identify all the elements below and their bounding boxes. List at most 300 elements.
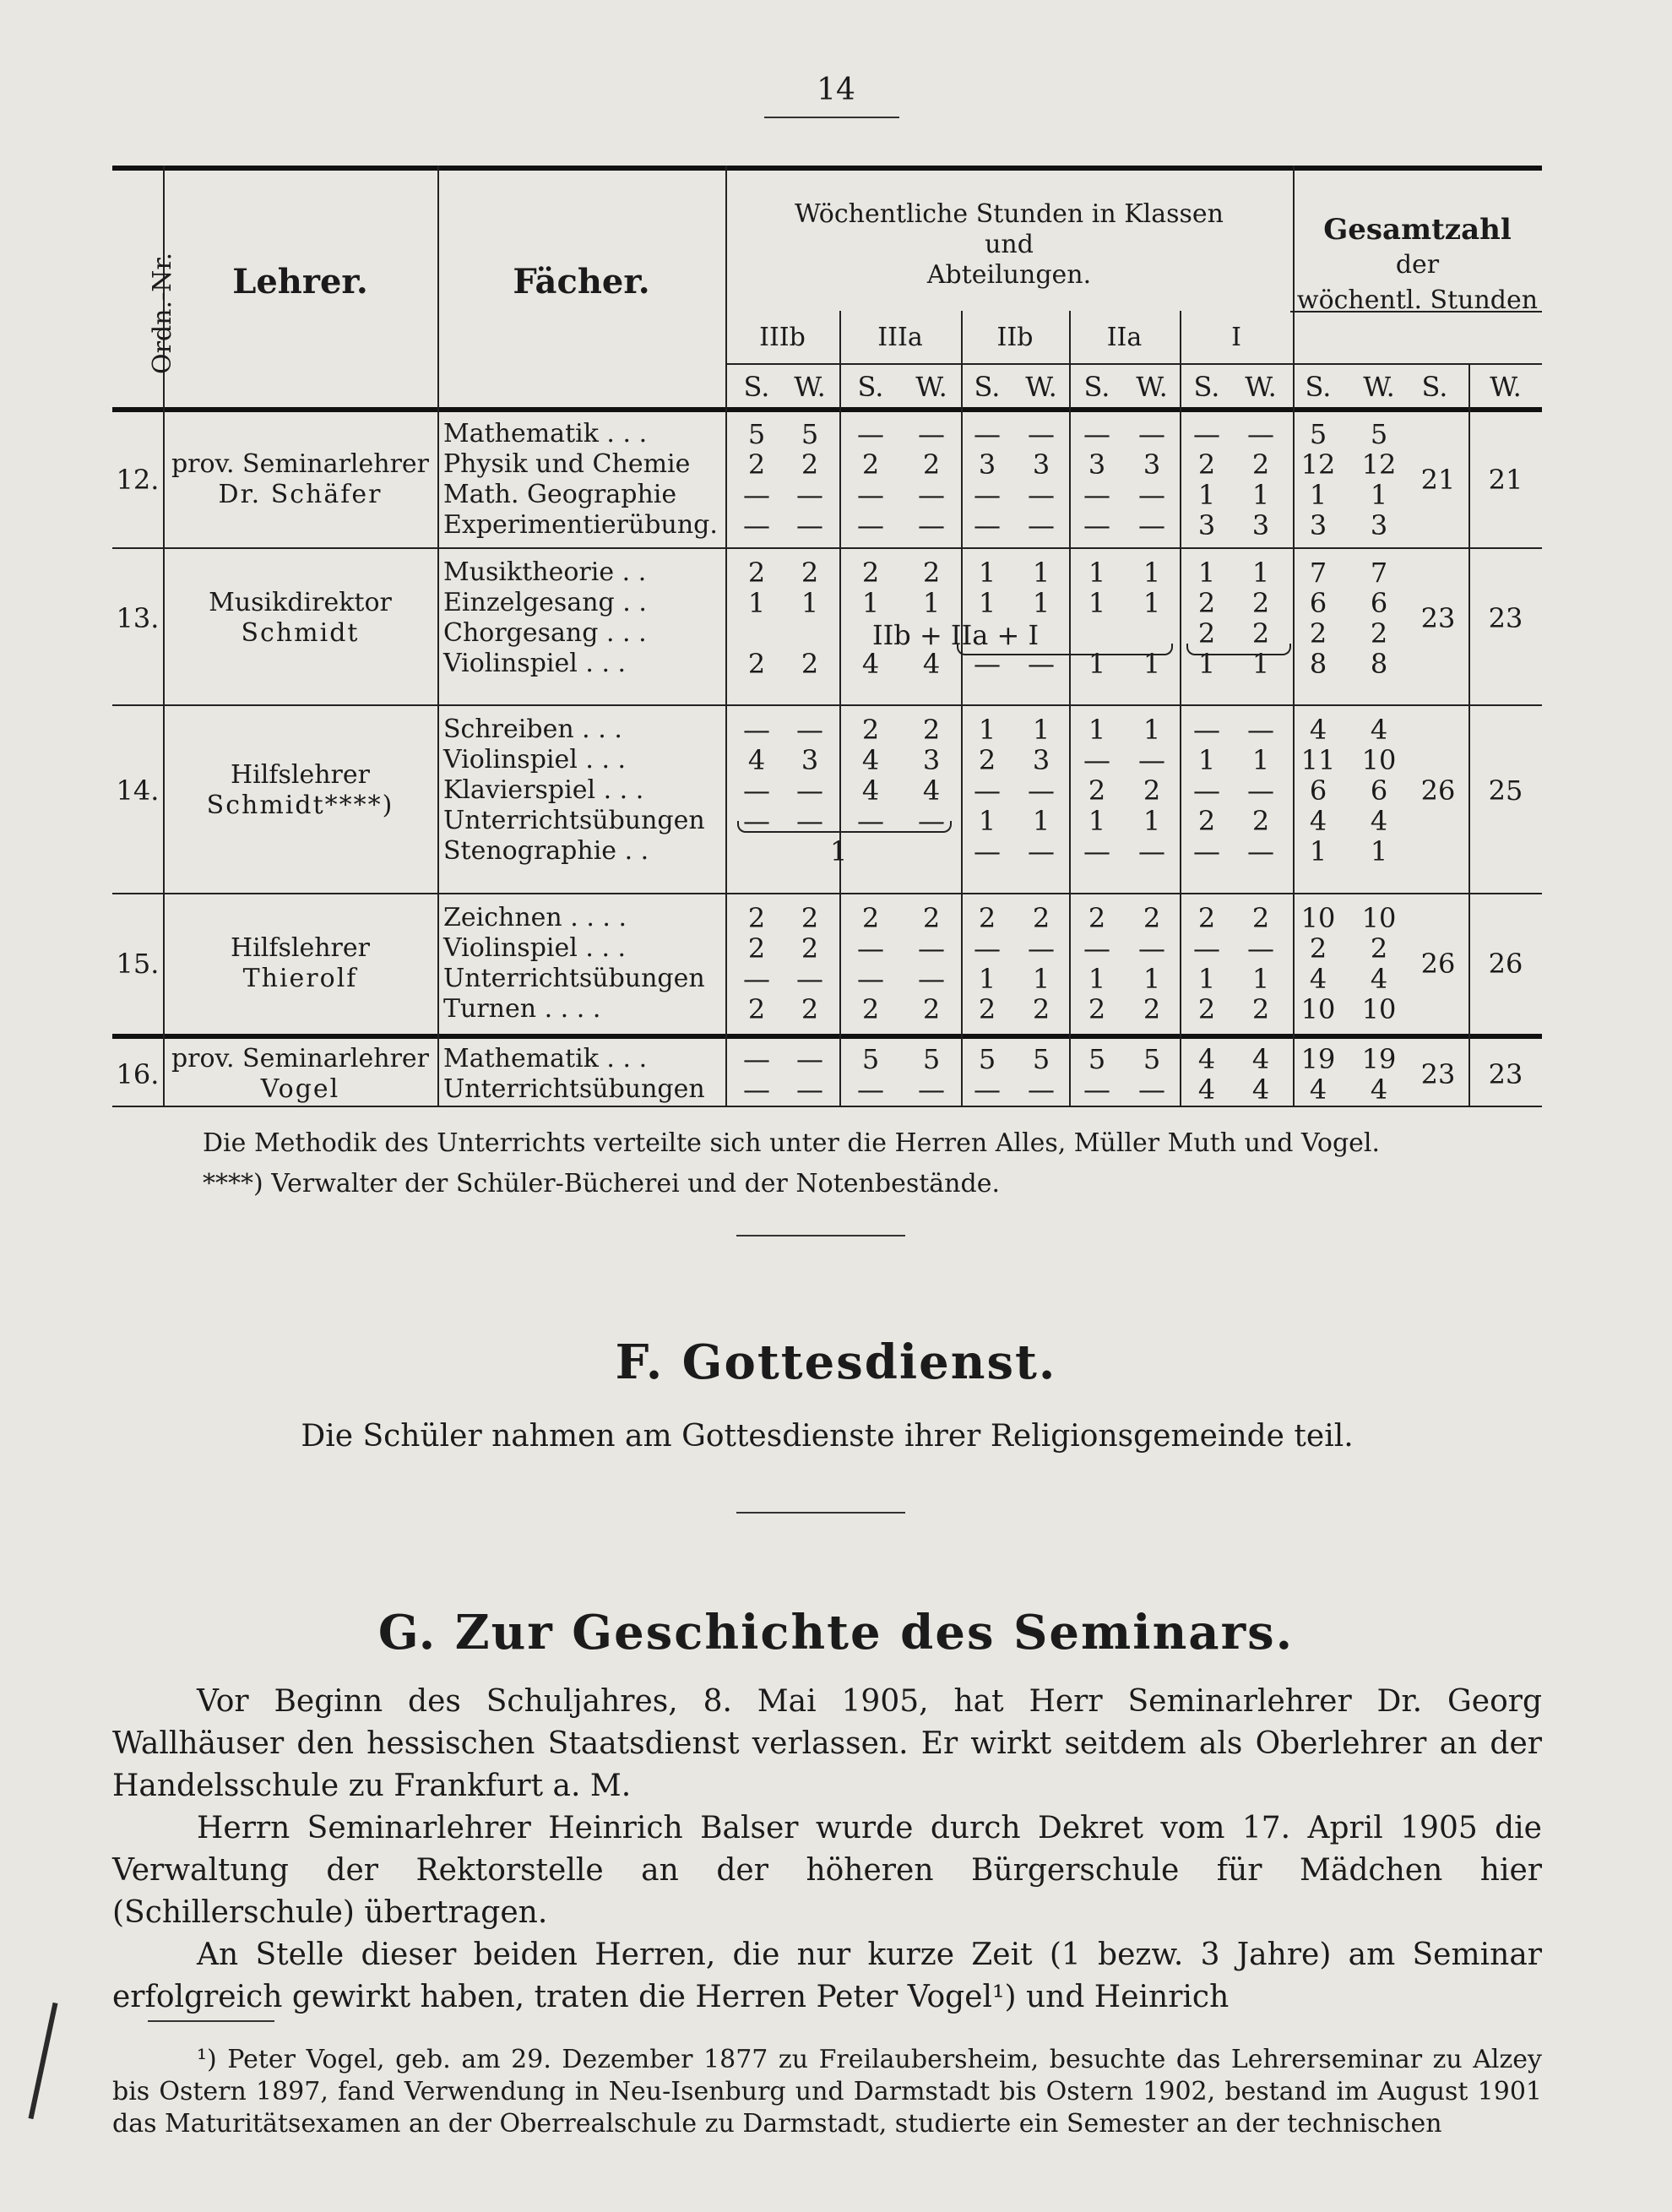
hour-value: — (918, 805, 945, 837)
hour-value: 7 (1309, 557, 1327, 589)
hour-value: 1 (801, 587, 819, 619)
hour-value: 5 (922, 1043, 941, 1075)
sw-header: S. (1083, 371, 1110, 403)
hour-value: 1 (1143, 648, 1161, 680)
hour-value: — (857, 509, 884, 541)
subject: Chorgesang . . . (443, 618, 647, 648)
row-rule-12 (112, 547, 1542, 549)
hour-value: 2 (861, 448, 880, 481)
hour-value: 10 (1361, 993, 1397, 1025)
hour-value: 1 (978, 805, 996, 837)
subject: Turnen . . . . (443, 994, 601, 1024)
row-number: 12. (116, 464, 160, 496)
hour-value: — (974, 1073, 1001, 1106)
hour-value: 5 (1309, 418, 1327, 450)
table-note-verwalter: ****) Verwalter der Schüler-Bücherei und der Notenbestände. (203, 1169, 1000, 1198)
subject: Stenographie . . (443, 836, 649, 866)
hour-value: — (1083, 479, 1110, 511)
hour-value: 2 (922, 993, 941, 1025)
hour-value: 2 (1032, 902, 1050, 934)
hour-value: 1 (1251, 963, 1270, 995)
hour-value: 19 (1361, 1043, 1397, 1075)
hour-value: 4 (1370, 1073, 1388, 1106)
hour-value: — (857, 418, 884, 450)
hour-value: — (796, 963, 823, 995)
hour-value: 2 (801, 993, 819, 1025)
hour-value: 3 (1197, 509, 1216, 541)
ordn-header: Ordn.-Nr. (148, 253, 177, 374)
hour-value: 2 (1197, 993, 1216, 1025)
sw-header: S. (1421, 371, 1448, 403)
sw-header: S. (743, 371, 770, 403)
hour-value: 5 (1032, 1043, 1050, 1075)
hour-value: — (1028, 1073, 1055, 1106)
hour-value: — (1138, 418, 1165, 450)
footnote (112, 2044, 1542, 2140)
row-rule-13 (112, 704, 1542, 706)
hour-value: 2 (1197, 587, 1216, 619)
hour-value: 2 (801, 932, 819, 965)
hour-value: 2 (922, 448, 941, 481)
hour-value: — (796, 1043, 823, 1075)
hour-value: 1 (978, 557, 996, 589)
faecher-header: Fächer. (513, 262, 650, 302)
separator (736, 1235, 905, 1236)
hour-value: — (1247, 774, 1274, 807)
hour-value: 1 (1088, 587, 1106, 619)
hour-value: — (1028, 774, 1055, 807)
hour-value: 2 (747, 932, 766, 965)
hour-value: 4 (922, 774, 941, 807)
hour-value: 2 (1197, 902, 1216, 934)
teacher-title: prov. Seminarlehrer (171, 1044, 430, 1073)
brace (737, 821, 952, 833)
hour-value: 1 (1251, 648, 1270, 680)
hour-value: 7 (1370, 557, 1388, 589)
hour-value: 1 (922, 587, 941, 619)
section-f-text: Die Schüler nahmen am Gottesdienste ihrer Religionsgemeinde teil. (301, 1419, 1354, 1454)
hour-value: — (1193, 774, 1220, 807)
hour-value: 4 (1370, 714, 1388, 746)
ordn-header-wrap (112, 229, 177, 398)
hour-value: 2 (1197, 448, 1216, 481)
col-rule-5 (1468, 363, 1470, 1106)
hour-value: 1 (1143, 587, 1161, 619)
hour-value: 4 (1251, 1043, 1270, 1075)
class-header: IIIb (759, 323, 806, 352)
hour-value: 1 (1197, 744, 1216, 776)
hour-value: 4 (1370, 963, 1388, 995)
hour-value: — (1083, 932, 1110, 965)
sw-header: W. (1490, 371, 1522, 403)
hour-value: 6 (1309, 587, 1327, 619)
subject: Violinspiel . . . (443, 649, 627, 678)
subject: Math. Geographie (443, 480, 677, 509)
total-summer: 26 (1420, 774, 1456, 807)
total-header-line1: Gesamtzahl (1323, 213, 1512, 247)
row-rule-15 (112, 1034, 1542, 1039)
hour-value: — (857, 932, 884, 965)
sw-header: W. (1136, 371, 1168, 403)
teacher-title: Hilfslehrer (231, 933, 370, 963)
hour-value: 2 (801, 902, 819, 934)
sw-header: S. (1305, 371, 1332, 403)
hour-value: 8 (1370, 648, 1388, 680)
hour-value: 1 (1251, 479, 1270, 511)
hour-value: 4 (1309, 963, 1327, 995)
row-number: 15. (116, 948, 160, 980)
total-summer: 23 (1420, 602, 1456, 634)
hour-value: 4 (1309, 805, 1327, 837)
table-bottom-rule (112, 1106, 1542, 1107)
hour-value: 1 (1251, 557, 1270, 589)
hour-value: 2 (747, 448, 766, 481)
hour-value: 2 (1088, 993, 1106, 1025)
hour-value: — (1083, 1073, 1110, 1106)
hour-value: 3 (1088, 448, 1106, 481)
hour-value: 1 (1143, 963, 1161, 995)
hour-value: — (1138, 744, 1165, 776)
hour-value: 11 (1300, 744, 1336, 776)
hour-value: 5 (1370, 418, 1388, 450)
hour-value: — (918, 932, 945, 965)
sw-header-rule (725, 363, 1542, 365)
row-number: 16. (116, 1058, 160, 1090)
weekly-header-line3: Abteilungen. (926, 260, 1092, 290)
row-number: 14. (116, 774, 160, 807)
hour-value: 6 (1370, 587, 1388, 619)
hour-value: 2 (1251, 617, 1270, 649)
section-g-title: G. Zur Geschichte des Seminars. (377, 1605, 1295, 1660)
hour-value: 5 (978, 1043, 996, 1075)
subject: Schreiben . . . (443, 715, 622, 744)
hour-value: — (1138, 932, 1165, 965)
sw-header: W. (1245, 371, 1277, 403)
table-top-rule (112, 166, 1542, 171)
stenographie-combined-note: 1 (830, 835, 848, 867)
hour-value: 2 (1032, 993, 1050, 1025)
hour-value: 3 (1032, 744, 1050, 776)
teaching-hours-table (112, 166, 1542, 1106)
chorgesang-combined-note: IIb + IIa + I (872, 619, 1040, 651)
hour-value: — (1247, 418, 1274, 450)
hour-value: 5 (1088, 1043, 1106, 1075)
sw-header: W. (1363, 371, 1395, 403)
hour-value: — (1083, 744, 1110, 776)
hour-value: 4 (1309, 1073, 1327, 1106)
hour-value: 2 (922, 557, 941, 589)
subject: Unterrichtsübungen (443, 964, 705, 993)
total-winter: 26 (1488, 948, 1523, 980)
hour-value: 4 (1197, 1043, 1216, 1075)
hour-value: — (1083, 509, 1110, 541)
weekly-header-line2: und (985, 230, 1034, 259)
hour-value: 4 (1370, 805, 1388, 837)
hour-value: 1 (1032, 714, 1050, 746)
hour-value: — (1028, 418, 1055, 450)
hour-value: — (974, 835, 1001, 867)
hour-value: 2 (1309, 932, 1327, 965)
hour-value: — (1028, 835, 1055, 867)
hour-value: 2 (1143, 993, 1161, 1025)
hour-value: 3 (978, 448, 996, 481)
hour-value: 1 (1088, 714, 1106, 746)
subject: Violinspiel . . . (443, 933, 627, 963)
hour-value: 12 (1300, 448, 1336, 481)
hour-value: 1 (1143, 805, 1161, 837)
paragraph: Herrn Seminarlehrer Heinrich Balser wurde durch Dekret vom 17. April 1905 die Verwaltung der Rektorstelle an der höheren Bürgerschule für Mädchen hier (Schillerschule) übertragen. (112, 1811, 1542, 1930)
subject: Musiktheorie . . (443, 557, 647, 587)
hour-value: 3 (1370, 509, 1388, 541)
hour-value: 2 (861, 993, 880, 1025)
hour-value: 1 (1032, 805, 1050, 837)
hour-value: — (1083, 835, 1110, 867)
subject: Einzelgesang . . (443, 588, 647, 617)
paragraph: An Stelle dieser beiden Herren, die nur kurze Zeit (1 bezw. 3 Jahre) am Seminar erfolgreich gewirkt haben, traten die Herren Peter Vogel¹) und Heinrich (112, 1938, 1542, 2014)
hour-value: — (1193, 714, 1220, 746)
hour-value: 8 (1309, 648, 1327, 680)
subject: Physik und Chemie (443, 449, 691, 479)
hour-value: 2 (1370, 617, 1388, 649)
hour-value: 2 (747, 648, 766, 680)
hour-value: 3 (1143, 448, 1161, 481)
hour-value: 1 (1088, 557, 1106, 589)
hour-value: 5 (801, 418, 819, 450)
hour-value: 1 (1032, 587, 1050, 619)
subject: Violinspiel . . . (443, 745, 627, 774)
hour-value: 2 (801, 648, 819, 680)
separator (736, 1512, 905, 1514)
hour-value: 1 (1370, 835, 1388, 867)
lehrer-header: Lehrer. (232, 262, 368, 302)
hour-value: — (857, 805, 884, 837)
page-number: 14 (817, 73, 855, 107)
hour-value: 2 (747, 993, 766, 1025)
teacher-name: Schmidt****) (206, 791, 394, 820)
total-winter: 21 (1488, 464, 1523, 496)
col-rule-2 (437, 166, 439, 1106)
hour-value: 4 (861, 648, 880, 680)
hour-value: 2 (1197, 805, 1216, 837)
hour-value: 1 (1143, 557, 1161, 589)
hour-value: — (743, 1043, 770, 1075)
hour-value: 3 (922, 744, 941, 776)
hour-value: 1 (1197, 648, 1216, 680)
hour-value: 2 (801, 557, 819, 589)
hour-value: 5 (1143, 1043, 1161, 1075)
hour-value: 1 (1032, 557, 1050, 589)
hour-value: — (1193, 932, 1220, 965)
hour-value: 2 (978, 902, 996, 934)
hour-value: 1 (1197, 557, 1216, 589)
teacher-name: Thierolf (242, 964, 358, 993)
total-winter: 23 (1488, 602, 1523, 634)
subject: Experimentierübung. (443, 510, 718, 540)
brace (1186, 644, 1291, 655)
hour-value: 1 (1032, 963, 1050, 995)
hour-value: 10 (1300, 993, 1336, 1025)
teacher-title: Musikdirektor (209, 588, 392, 617)
hour-value: 2 (978, 993, 996, 1025)
hour-value: 4 (861, 744, 880, 776)
hour-value: — (743, 805, 770, 837)
class-header: IIIa (877, 323, 923, 352)
hour-value: — (1028, 648, 1055, 680)
sw-header: S. (1193, 371, 1220, 403)
hour-value: — (1028, 509, 1055, 541)
hour-value: — (1028, 479, 1055, 511)
hour-value: 1 (978, 587, 996, 619)
hour-value: — (743, 479, 770, 511)
hour-value: 1 (1143, 714, 1161, 746)
hour-value: 2 (1370, 932, 1388, 965)
hour-value: 5 (861, 1043, 880, 1075)
hour-value: 1 (1309, 835, 1327, 867)
hour-value: — (974, 509, 1001, 541)
hour-value: 2 (922, 714, 941, 746)
hour-value: 19 (1300, 1043, 1336, 1075)
row-number: 13. (116, 602, 160, 634)
total-summer: 23 (1420, 1058, 1456, 1090)
hour-value: — (857, 963, 884, 995)
hour-value: 1 (1251, 744, 1270, 776)
total-summer: 26 (1420, 948, 1456, 980)
hour-value: — (974, 479, 1001, 511)
sw-header: W. (915, 371, 947, 403)
hour-value: — (796, 1073, 823, 1106)
page-number-rule (764, 117, 899, 118)
hour-value: — (743, 509, 770, 541)
hour-value: 1 (1197, 963, 1216, 995)
hour-value: — (796, 479, 823, 511)
total-header-line3: wöchentl. Stunden (1296, 285, 1539, 315)
hour-value: — (974, 648, 1001, 680)
hour-value: 2 (1197, 617, 1216, 649)
col-rule-c1 (839, 311, 841, 1106)
hour-value: 1 (1088, 648, 1106, 680)
hour-value: 1 (861, 587, 880, 619)
subject: Klavierspiel . . . (443, 775, 644, 805)
hour-value: — (974, 774, 1001, 807)
hour-value: 1 (1197, 479, 1216, 511)
hour-value: — (743, 714, 770, 746)
hour-value: 6 (1309, 774, 1327, 807)
hour-value: 10 (1300, 902, 1336, 934)
hour-value: 4 (747, 744, 766, 776)
footnote-text: ¹) Peter Vogel, geb. am 29. Dezember 1877 zu Freilaubersheim, besuchte das Lehrerseminar zu Alzey bis Ostern 1897, fand Verwendung in Neu-Isenburg und Darmstadt bis Ostern 1902, bestand im August 1901 das Maturitätsexamen an der Oberrealschule zu Darmstadt, studierte ein Semester an der technischen (112, 2045, 1542, 2139)
hour-value: — (743, 1073, 770, 1106)
hour-value: 3 (1032, 448, 1050, 481)
sw-header: W. (794, 371, 826, 403)
hour-value: — (743, 963, 770, 995)
hour-value: 2 (978, 744, 996, 776)
hour-value: — (796, 774, 823, 807)
hour-value: — (1247, 932, 1274, 965)
hour-value: 2 (861, 557, 880, 589)
subject: Zeichnen . . . . (443, 903, 627, 932)
total-winter: 23 (1488, 1058, 1523, 1090)
subject: Mathematik . . . (443, 1044, 648, 1073)
hour-value: — (1138, 835, 1165, 867)
hour-value: 10 (1361, 902, 1397, 934)
hour-value: — (1138, 509, 1165, 541)
pencil-mark (29, 2003, 58, 2119)
sw-header: W. (1025, 371, 1057, 403)
hour-value: 2 (1143, 902, 1161, 934)
hour-value: — (918, 509, 945, 541)
hour-value: — (918, 418, 945, 450)
hour-value: — (1247, 835, 1274, 867)
hour-value: 2 (861, 714, 880, 746)
hour-value: 5 (747, 418, 766, 450)
hour-value: 3 (1251, 509, 1270, 541)
hour-value: 4 (1251, 1073, 1270, 1106)
col-rule-3 (725, 166, 727, 1106)
hour-value: 3 (1309, 509, 1327, 541)
hour-value: 2 (1309, 617, 1327, 649)
hour-value: — (857, 479, 884, 511)
total-header-line2: der (1395, 250, 1440, 280)
hour-value: — (1247, 714, 1274, 746)
subject: Mathematik . . . (443, 419, 648, 448)
hour-value: 2 (747, 557, 766, 589)
hour-value: 10 (1361, 744, 1397, 776)
hour-value: — (1028, 932, 1055, 965)
hour-value: 1 (1088, 805, 1106, 837)
section-g-body (112, 1681, 1542, 2019)
sw-header: S. (857, 371, 884, 403)
hour-value: 1 (1370, 479, 1388, 511)
hour-value: 2 (801, 448, 819, 481)
brace (957, 644, 1173, 655)
teacher-name: Schmidt (241, 618, 360, 648)
teacher-name: Dr. Schäfer (218, 480, 383, 509)
hour-value: 2 (1251, 902, 1270, 934)
hour-value: 1 (1088, 963, 1106, 995)
header-bottom-rule (112, 407, 1542, 412)
class-header: IIa (1106, 323, 1143, 352)
section-f-title: F. Gottesdienst. (615, 1334, 1057, 1390)
hour-value: — (796, 805, 823, 837)
hour-value: 2 (1251, 993, 1270, 1025)
total-summer: 21 (1420, 464, 1456, 496)
hour-value: 1 (978, 963, 996, 995)
hour-value: 1 (1309, 479, 1327, 511)
paragraph: Vor Beginn des Schuljahres, 8. Mai 1905, hat Herr Seminarlehrer Dr. Georg Wallhäuser den hessischen Staatsdienst verlassen. Er wirkt seitdem als Oberlehrer an der Handelsschule zu Frankfurt a. M. (112, 1684, 1542, 1803)
hour-value: 4 (1197, 1073, 1216, 1106)
hour-value: — (974, 932, 1001, 965)
hour-value: 2 (1088, 774, 1106, 807)
subject: Unterrichtsübungen (443, 806, 705, 835)
row-rule-14 (112, 893, 1542, 894)
hour-value: 4 (922, 648, 941, 680)
hour-value: — (974, 418, 1001, 450)
hour-value: — (918, 479, 945, 511)
footnote-rule (148, 2020, 274, 2022)
hour-value: 4 (1309, 714, 1327, 746)
hour-value: 2 (1143, 774, 1161, 807)
teacher-title: Hilfslehrer (231, 760, 370, 790)
hour-value: 2 (1251, 587, 1270, 619)
subject: Unterrichtsübungen (443, 1074, 705, 1104)
teacher-name: Vogel (260, 1074, 340, 1104)
hour-value: 3 (801, 744, 819, 776)
class-header: I (1231, 323, 1241, 352)
col-rule-c3 (1069, 311, 1071, 1106)
hour-value: — (1083, 418, 1110, 450)
hour-value: 2 (1088, 902, 1106, 934)
hour-value: — (743, 774, 770, 807)
